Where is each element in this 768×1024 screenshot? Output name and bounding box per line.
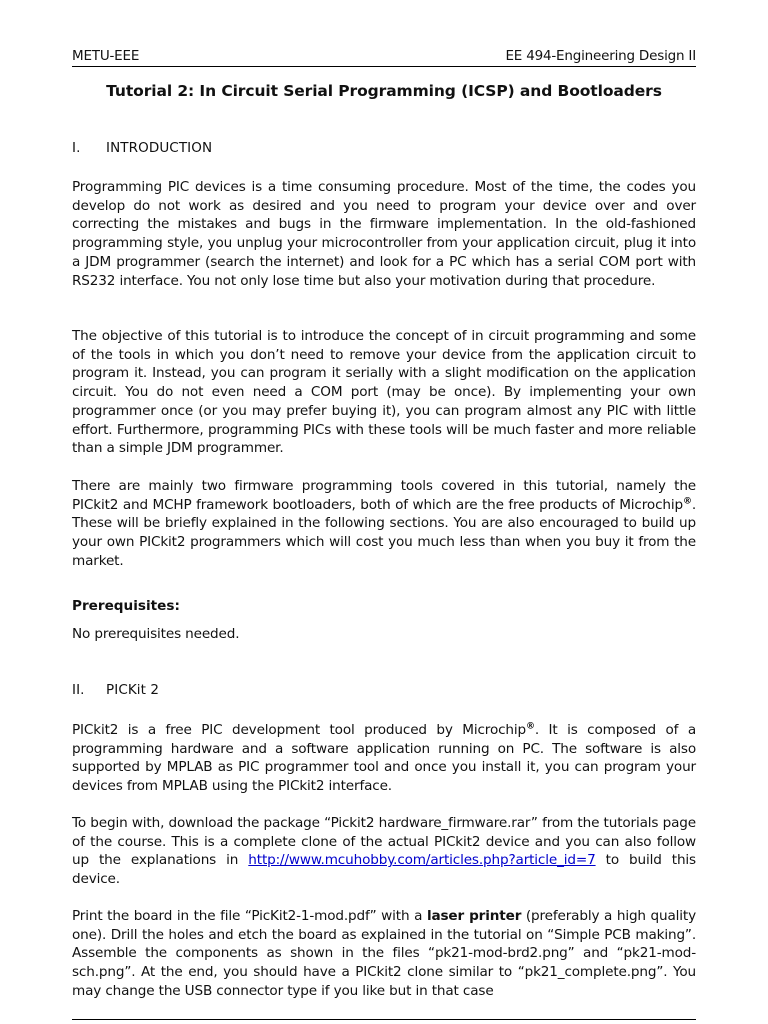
intro-paragraph-2: The objective of this tutorial is to introduce the concept of in circuit programming and some of the tools in which you don’t need to remove your device from the application circuit to program it. Instead, you can program it serially with a slight modification on the application circuit. You do not even need a COM port (may be once). By implementing your own programmer once (or you may prefer buying it), you can program almost any PIC with little effort. Furthermore, programming PICs with these tools will be much faster and more reliable than a simple JDM programmer. [72,328,696,457]
mcuhobby-link[interactable]: http://www.mcuhobby.com/articles.php?article_id=7 [248,852,596,869]
intro-paragraph-1: Programming PIC devices is a time consuming procedure. Most of the time, the codes you develop do not work as desired and you need to program your device over and over correcting the mistakes and bugs in the firmware implementation. In the old-fashioned programming style, you unplug your microcontroller from your application circuit, plug it into a JDM programmer (search the internet) and look for a PC which has a serial COM port with RS232 interface. You not only lose time but also your motivation during that procedure. [72,179,696,289]
header-course: EE 494-Engineering Design II [505,48,696,64]
section-heading-pickit2 [72,682,159,698]
document-title: Tutorial 2: In Circuit Serial Programming (ICSP) and Bootloaders [106,82,662,100]
prerequisites-heading: Prerequisites: [72,598,180,614]
pickit-paragraph-1 [72,721,696,796]
intro-paragraph-3 [72,477,696,571]
registered-mark: ® [526,721,535,732]
registered-mark: ® [682,496,692,507]
pickit-paragraph-3 [72,907,696,1001]
section-heading-introduction [72,140,212,156]
section-number: II. [72,682,85,698]
section-number: I. [72,140,81,156]
laser-printer-emphasis: laser printer [426,908,522,924]
section-title: INTRODUCTION [106,140,213,156]
section-title: PICKit 2 [106,682,160,698]
pickit-paragraph-1-start: PICkit2 is a free PIC development tool produced by Microchip [72,722,527,738]
pickit-paragraph-3-end: (preferably a high quality one). Drill the holes and etch the board as explained in the tutorial on “Simple PCB making”. Assemble the components as shown in the files “pk21-mod-brd2.png” and “pk21-mod-sch.png”. At the end, you should have a PICkit2 clone similar to “pk21_complete.png”. You may change the USB connector type if you like but in that case [72,908,697,999]
page-header [72,44,696,67]
header-department: METU-EEE [72,48,140,64]
prerequisites-text: No prerequisites needed. [72,626,240,642]
intro-paragraph-3-end: . These will be briefly explained in the following sections. You are also encouraged to build up your own PICkit2 programmers which will cost you much less than when you buy it from the market. [72,496,696,569]
pickit-paragraph-2-start: To begin with, download the package “Pickit2 hardware_firmware.rar” from the tutorials page of the course. This is a complete clone of the actual PICkit2 device and you can also follow up the explanations in [72,815,696,869]
pickit-paragraph-2-end: to build this device. [72,852,696,888]
pickit-paragraph-3-start: Print the board in the file “PicKit2-1-mod.pdf” with a [72,908,427,924]
pickit-paragraph-1-end: . It is composed of a programming hardware and a software application running on PC. The software is also supported by MPLAB as PIC programmer tool and once you install it, you can program your devices from MPLAB using the PICkit2 interface. [72,722,696,795]
footer-divider [72,1019,696,1020]
document-page [72,0,696,1024]
pickit-paragraph-2 [72,814,696,889]
intro-paragraph-3-start: There are mainly two firmware programming tools covered in this tutorial, namely the PICkit2 and MCHP framework bootloaders, both of which are the free products of Microchip [72,478,696,513]
